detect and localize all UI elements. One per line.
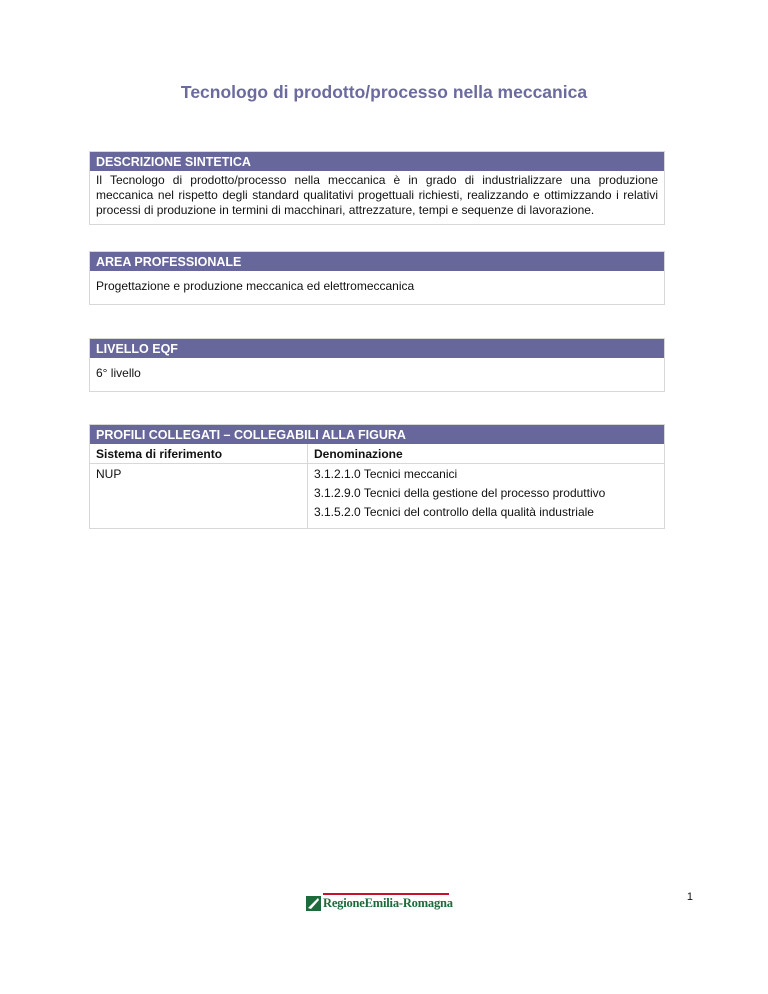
regione-emilia-romagna-logo (306, 893, 453, 911)
region-emblem-icon (306, 896, 321, 911)
sistema-cell: NUP (90, 464, 308, 529)
section-area-professionale (89, 251, 665, 305)
section-body: Il Tecnologo di prodotto/processo nella meccanica è in grado di industrializzare una produzione meccanica nel rispetto degli standard qualitativi progettuali richiesti, realizzando e ottimizzando i relativi processi di produzione in termini di macchinari, attrezzature, tempi e sequenze di lavorazione. (96, 173, 658, 217)
table-row (90, 464, 664, 529)
section-header: LIVELLO EQF (90, 339, 664, 358)
denominazione-item: 3.1.2.9.0 Tecnici della gestione del processo produttivo (314, 486, 606, 500)
section-livello-eqf (89, 338, 665, 392)
section-body: 6° livello (96, 366, 141, 380)
table-header-row (90, 444, 664, 464)
denominazione-cell (308, 464, 665, 529)
section-body: Progettazione e produzione meccanica ed elettromeccanica (96, 279, 415, 293)
denominazione-item: 3.1.5.2.0 Tecnici del controllo della qualità industriale (314, 505, 594, 519)
section-descrizione-sintetica (89, 151, 665, 225)
section-header: AREA PROFESSIONALE (90, 252, 664, 271)
denominazione-item: 3.1.2.1.0 Tecnici meccanici (314, 467, 458, 481)
profili-table (90, 444, 664, 528)
logo-rule (323, 893, 449, 895)
section-header: PROFILI COLLEGATI – COLLEGABILI ALLA FIGURA (90, 425, 664, 444)
logo-text: RegioneEmilia-Romagna (323, 896, 453, 910)
column-header-denominazione: Denominazione (308, 444, 665, 464)
column-header-sistema: Sistema di riferimento (90, 444, 308, 464)
section-header: DESCRIZIONE SINTETICA (90, 152, 664, 171)
page-title: Tecnologo di prodotto/processo nella meccanica (180, 82, 588, 102)
section-profili-collegati (89, 424, 665, 529)
page-number: 1 (686, 891, 693, 903)
